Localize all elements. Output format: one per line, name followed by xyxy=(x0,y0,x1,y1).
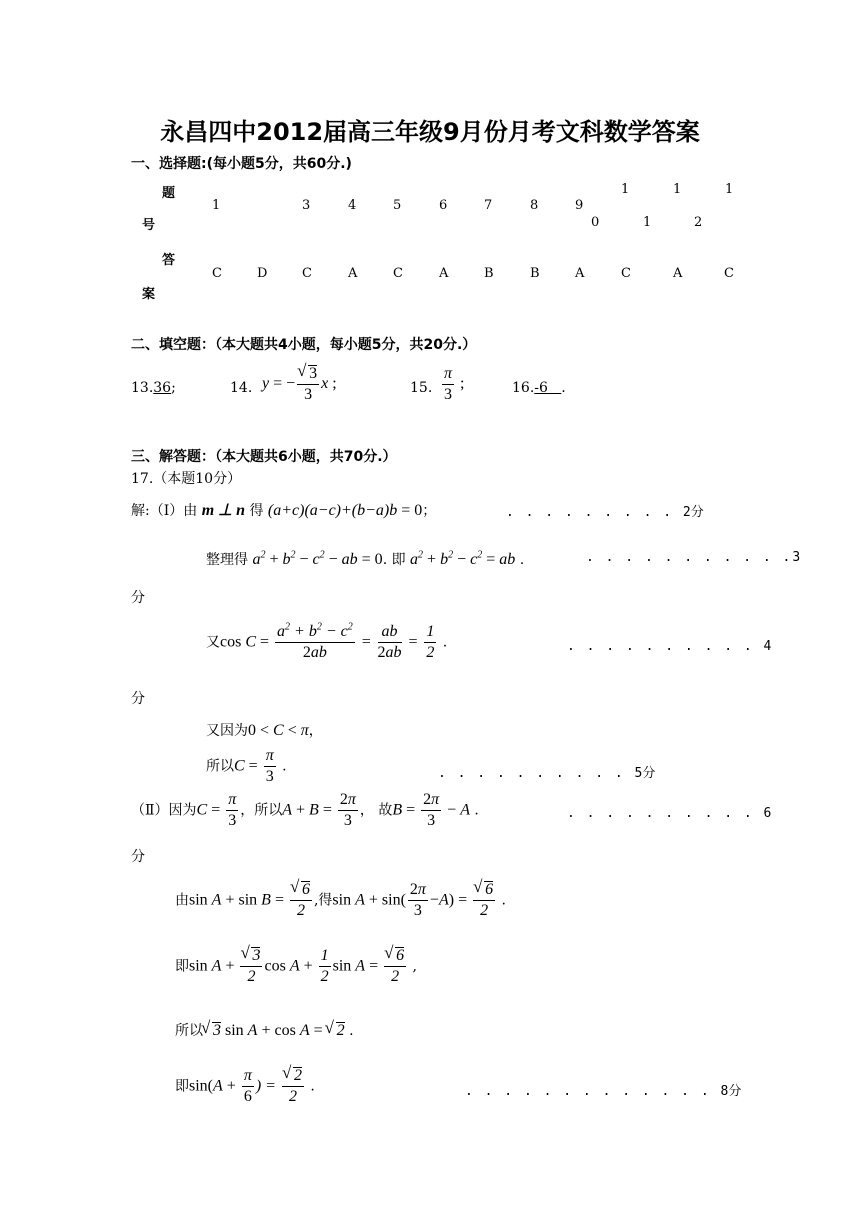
q13-tail: ; xyxy=(171,380,176,396)
table-label-da: 答 xyxy=(162,253,176,268)
so2-text: 所以 xyxy=(175,1023,203,1039)
question-number: 1 xyxy=(725,182,734,197)
question-number: 8 xyxy=(530,198,539,213)
question-number: 7 xyxy=(484,198,493,213)
q17-header: 17.（本题10分） xyxy=(131,471,242,487)
score-8: . . . . . . . . . . . . . 8分 xyxy=(465,1084,742,1099)
ie2-text: 即 xyxy=(175,1078,189,1095)
answer-cell: A xyxy=(348,266,358,281)
so-comma-text: ，所以 xyxy=(240,802,283,819)
score-unit: 分 xyxy=(131,691,145,707)
question-number: 1 xyxy=(673,182,682,197)
answer-14-formula: y = − √ $\frac{3}{3}$ x ; xyxy=(262,364,337,405)
question-number: 3 xyxy=(302,198,311,213)
score-2-text: 2分 xyxy=(682,505,704,520)
answer-13 xyxy=(131,380,176,396)
q14-label: 14. xyxy=(230,380,253,396)
tidy-text: 整理得 xyxy=(206,552,248,568)
score-2: . . . . . . . . . 2分 xyxy=(506,505,704,520)
solution-line-5: 所以C = $\frac{\pi}{3}$ . xyxy=(206,747,287,785)
section1-heading: 一、选择题:(每小题5分，共60分.) xyxy=(131,156,352,172)
q16-label: 16. xyxy=(512,380,535,396)
solution-line-10: 即sin(A + $\frac{\pi}{6}$ ) = √ $\frac{2}{2}$ . xyxy=(175,1066,315,1107)
q13-label: 13. xyxy=(131,380,154,396)
score-5-text: 5分 xyxy=(634,766,656,781)
question-number-digit: 0 xyxy=(591,215,600,230)
question-number: 9 xyxy=(575,198,584,213)
solution-line-3: 又cos C = $\frac{a^2 + b^2 - c^2}{2ab}$ = $\frac{ab}{2ab}$ = $\frac{1}{2}$ . xyxy=(206,621,448,661)
part2-text: （Ⅱ）因为 xyxy=(131,802,197,819)
question-number: 5 xyxy=(393,198,402,213)
answer-16 xyxy=(512,380,566,396)
score-unit: 分 xyxy=(131,590,145,606)
score-unit: 分 xyxy=(131,849,145,865)
sol-prefix: 解:（Ⅰ）由 xyxy=(131,503,198,519)
answer-cell: C xyxy=(212,266,222,281)
q13-value: 36 xyxy=(153,380,172,396)
again-text: 又 xyxy=(206,634,220,651)
got-text: ,得 xyxy=(313,892,333,909)
table-label-an: 案 xyxy=(142,287,156,302)
answer-cell: C xyxy=(393,266,403,281)
page-title: 永昌四中2012届高三年级9月份月考文科数学答案 xyxy=(160,118,700,146)
answer-cell: B xyxy=(530,266,540,281)
ie-text: 即 xyxy=(175,958,189,975)
solution-line-1: 解:（Ⅰ）由 m ⊥ n 得 (a+c)(a−c)+(b−a)b = 0； xyxy=(131,502,437,519)
solution-line-7: 由sin A + sin B = √ $\frac{6}{2}$ ,得sin A + sin( $\frac{2\pi}{3}$ −A) = √ $\frac{6}{2}$ . xyxy=(175,880,506,921)
therefore-text: ， 故 xyxy=(359,802,393,819)
solution-line-6: （Ⅱ）因为C = $\frac{\pi}{3}$ ，所以A + B = $\frac{2\pi}{3}$ ， 故B = $\frac{2\pi}{3}$ − A . xyxy=(131,791,479,829)
question-number: 4 xyxy=(348,198,357,213)
score-8-text: 8分 xyxy=(720,1084,742,1099)
question-number-digit: 2 xyxy=(694,215,703,230)
table-label-hao: 号 xyxy=(142,218,156,233)
score-4: . . . . . . . . . . 4 xyxy=(567,639,772,654)
answer-cell: A xyxy=(673,266,683,281)
answer-cell: B xyxy=(484,266,494,281)
question-number: 1 xyxy=(621,182,630,197)
answer-cell: A xyxy=(439,266,449,281)
q16-tail: . xyxy=(561,380,566,396)
score-6: . . . . . . . . . . 6 xyxy=(567,806,772,821)
score-4-text: 4 xyxy=(763,639,772,654)
score-5: . . . . . . . . . . 5分 xyxy=(438,766,656,781)
answer-cell: C xyxy=(302,266,312,281)
solution-line-9: 所以√ 3 sin A + cos A = √ 2 . xyxy=(175,1020,354,1040)
sol-get: 得 xyxy=(249,503,264,519)
q16-value: -6 xyxy=(534,380,548,396)
answer-cell: A xyxy=(575,266,585,281)
so-text: 所以 xyxy=(206,758,234,775)
tidy-mid: . 即 xyxy=(382,552,406,568)
question-number: 6 xyxy=(439,198,448,213)
score-3: . . . . . . . . . . .3 xyxy=(586,550,801,565)
from-text: 由 xyxy=(175,892,189,909)
solution-line-4: 又因为0 < C < π， xyxy=(206,722,323,739)
answer-cell: C xyxy=(724,266,734,281)
solution-line-2: 整理得 $a^2 + b^2 - c^2$ − ab = 0. 即 $a^2 + b^2 - c^2$ = ab . xyxy=(206,549,525,568)
since-text: 又因为 xyxy=(206,723,248,739)
score-3-text: 3 xyxy=(792,550,801,565)
answer-cell: D xyxy=(257,266,268,281)
section3-heading: 三、解答题：（本大题共6小题，共70分.） xyxy=(131,449,397,465)
score-6-text: 6 xyxy=(763,806,772,821)
table-label-ti: 题 xyxy=(162,186,176,201)
q15-label: 15. xyxy=(410,380,433,396)
answer-cell: C xyxy=(621,266,631,281)
solution-line-8: 即sin A + √ $\frac{3}{2}$ cos A + $\frac{1}{2}$ sin A = √ $\frac{6}{2}$ , xyxy=(175,946,417,987)
answer-15-formula: $\frac{\pi}{3}$ ; xyxy=(444,365,465,403)
section2-heading: 二、填空题：（本大题共4小题，每小题5分，共20分.） xyxy=(131,337,477,353)
question-number-digit: 1 xyxy=(643,215,652,230)
question-number: 1 xyxy=(212,198,221,213)
